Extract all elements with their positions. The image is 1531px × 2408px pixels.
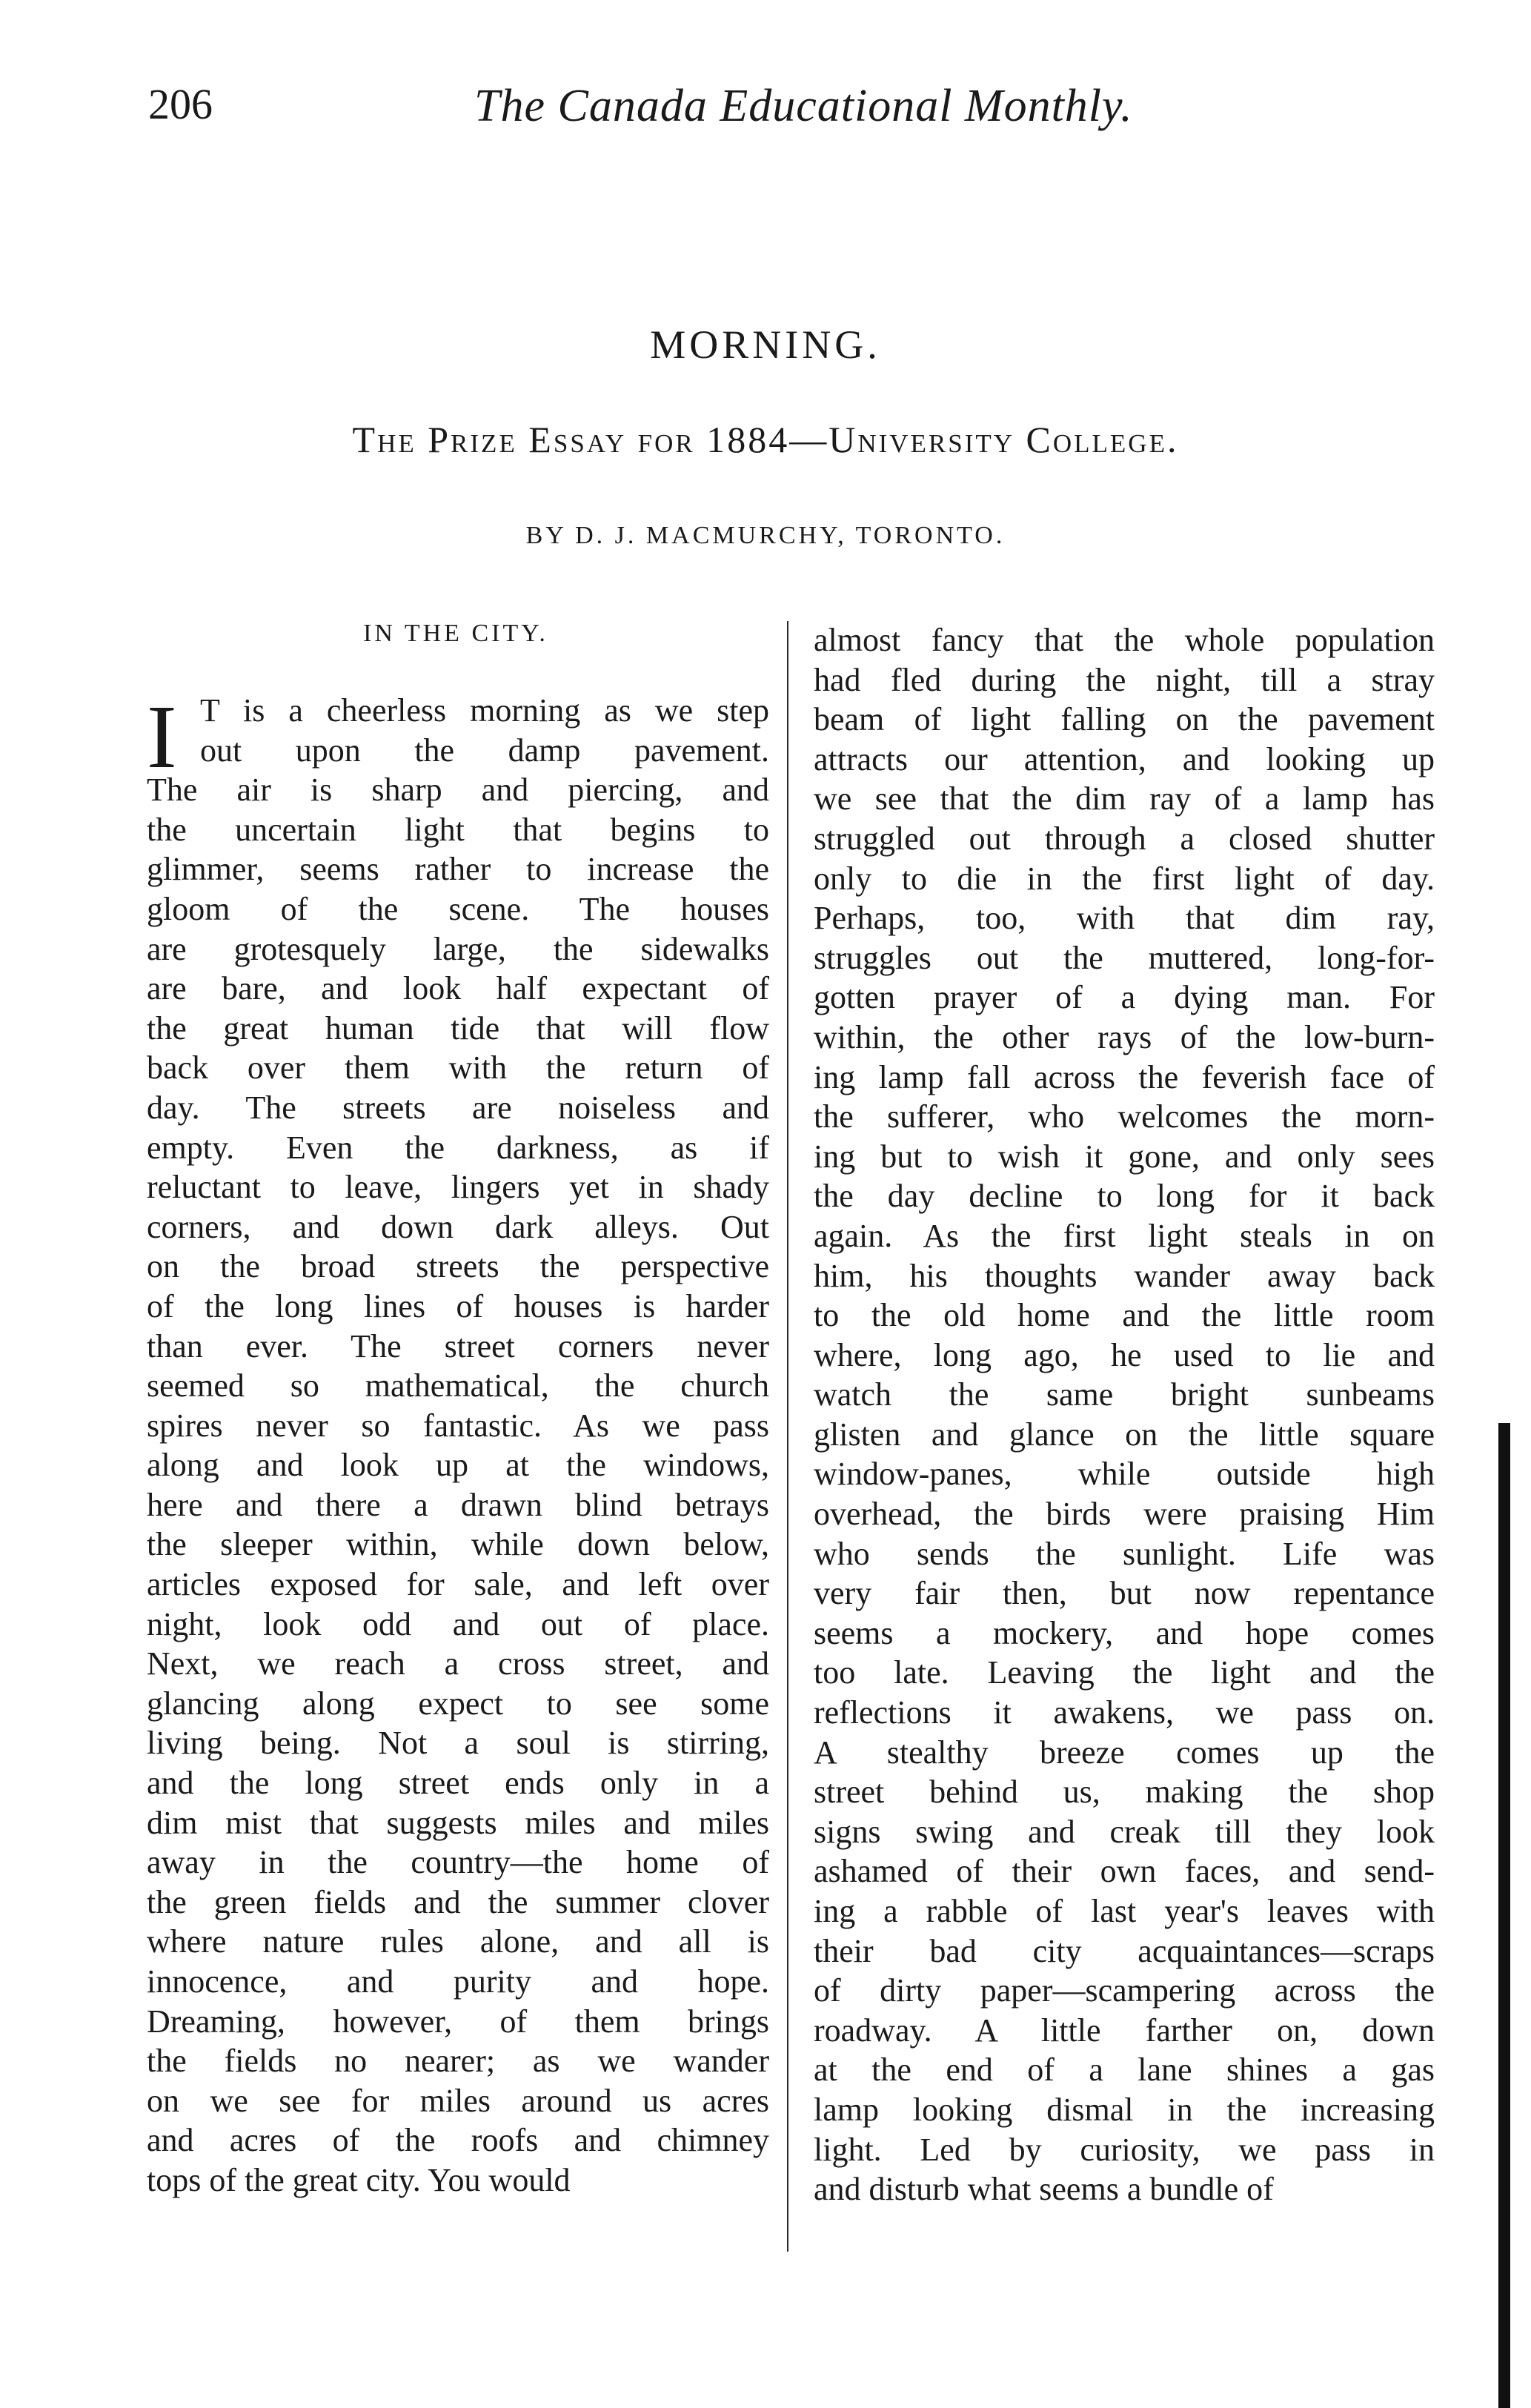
text-line: again. As the first light steals in on — [814, 1217, 1435, 1254]
text-line: than ever. The street corners never — [147, 1327, 769, 1364]
text-line: of dirty paper—scampering across the — [814, 1972, 1435, 2009]
text-line: along and look up at the windows, — [147, 1447, 769, 1484]
text-line: and acres of the roofs and chimney — [147, 2122, 769, 2159]
text-line: window-panes, while outside high — [814, 1456, 1435, 1493]
text-line: watch the same bright sunbeams — [814, 1376, 1435, 1413]
text-line: almost fancy that the whole population — [814, 622, 1435, 658]
text-line: attracts our attention, and looking up — [814, 740, 1435, 777]
text-line: the fields no nearer; as we wander — [147, 2043, 769, 2080]
text-line: at the end of a lane shines a gas — [814, 2052, 1435, 2089]
text-line: The air is sharp and piercing, and — [147, 772, 769, 809]
section-heading: IN THE CITY. — [363, 620, 548, 647]
text-line: roadway. A little farther on, down — [814, 2011, 1435, 2049]
text-line: Dreaming, however, of them brings — [147, 2003, 769, 2040]
article-byline: BY D. J. MACMURCHY, TORONTO. — [525, 522, 1006, 549]
text-line: tops of the great city. You would — [147, 2161, 571, 2198]
text-line: very fair then, but now repentance — [814, 1575, 1435, 1612]
text-line: the day decline to long for it back — [814, 1178, 1435, 1215]
text-line: articles exposed for sale, and left over — [147, 1566, 769, 1603]
text-line: reflections it awakens, we pass on. — [814, 1694, 1435, 1731]
text-line: where, long ago, he used to lie and — [814, 1336, 1435, 1373]
text-line: ing a rabble of last year's leaves with — [814, 1893, 1435, 1929]
text-line: the great human tide that will flow — [147, 1009, 769, 1047]
text-line: seems a mockery, and hope comes — [814, 1614, 1435, 1651]
running-head: The Canada Educational Monthly. — [474, 81, 1133, 131]
text-line: ashamed of their own faces, and send- — [814, 1853, 1435, 1890]
text-line: away in the country—the home of — [147, 1844, 769, 1881]
text-line: night, look odd and out of place. — [147, 1605, 769, 1642]
text-line: the sleeper within, while down below, — [147, 1526, 769, 1563]
text-line: to the old home and the little room — [814, 1297, 1435, 1334]
text-line: are grotesquely large, the sidewalks — [147, 930, 769, 967]
text-line: the sufferer, who welcomes the morn- — [814, 1098, 1435, 1135]
article-title: MORNING. — [650, 322, 881, 367]
text-line: their bad city acquaintances—scraps — [814, 1932, 1435, 1969]
text-line: Perhaps, too, with that dim ray, — [814, 900, 1435, 937]
text-line: glisten and glance on the little square — [814, 1416, 1435, 1453]
text-line: overhead, the birds were praising Him — [814, 1496, 1435, 1533]
text-line: on we see for miles around us acres — [147, 2082, 769, 2119]
text-line: glimmer, seems rather to increase the — [147, 851, 769, 888]
scan-edge-bar — [1498, 1423, 1510, 2408]
text-line: empty. Even the darkness, as if — [147, 1129, 769, 1166]
text-line: glancing along expect to see some — [147, 1685, 769, 1722]
text-line: seemed so mathematical, the church — [147, 1367, 769, 1404]
text-line: light. Led by curiosity, we pass in — [814, 2131, 1435, 2168]
text-line: innocence, and purity and hope. — [147, 1963, 769, 2000]
text-line: signs swing and creak till they look — [814, 1813, 1435, 1850]
text-line: had fled during the night, till a stray — [814, 661, 1435, 698]
text-line: the green fields and the summer clover — [147, 1883, 769, 1920]
text-line: ing but to wish it gone, and only sees — [814, 1138, 1435, 1175]
text-line: struggled out through a closed shutter — [814, 820, 1435, 857]
left-column — [147, 687, 769, 2200]
text-line: of the long lines of houses is harder — [147, 1287, 769, 1324]
text-line: and the long street ends only in a — [147, 1765, 769, 1802]
text-line: ing lamp fall across the feverish face of — [814, 1058, 1435, 1095]
drop-cap: I — [147, 687, 177, 787]
text-line: spires never so fantastic. As we pass — [147, 1407, 769, 1444]
text-line: within, the other rays of the low-burn- — [814, 1018, 1435, 1055]
text-line: the uncertain light that begins to — [147, 811, 769, 848]
text-line: lamp looking dismal in the increasing — [814, 2091, 1435, 2128]
text-line: struggles out the muttered, long-for- — [814, 939, 1435, 976]
text-line: reluctant to leave, lingers yet in shady — [147, 1169, 769, 1206]
page-number: 206 — [148, 80, 213, 128]
text-line: are bare, and look half expectant of — [147, 970, 769, 1007]
text-line: here and there a drawn blind betrays — [147, 1486, 769, 1523]
text-line: and disturb what seems a bundle of — [814, 2171, 1274, 2208]
text-line: we see that the dim ray of a lamp has — [814, 780, 1435, 817]
text-line: living being. Not a soul is stirring, — [147, 1725, 769, 1762]
text-line: who sends the sunlight. Life was — [814, 1535, 1435, 1572]
text-line: Next, we reach a cross street, and — [147, 1645, 769, 1682]
text-line: too late. Leaving the light and the — [814, 1654, 1435, 1691]
text-line: corners, and down dark alleys. Out — [147, 1208, 769, 1245]
text-line: gotten prayer of a dying man. For — [814, 979, 1435, 1016]
text-line: out upon the damp pavement. — [200, 732, 769, 769]
text-line: day. The streets are noiseless and — [147, 1089, 769, 1126]
text-line: gloom of the scene. The houses — [147, 890, 769, 927]
text-line: A stealthy breeze comes up the — [814, 1734, 1435, 1771]
text-line: on the broad streets the perspective — [147, 1248, 769, 1285]
article-subtitle: The Prize Essay for 1884—University College. — [352, 419, 1179, 460]
text-line: back over them with the return of — [147, 1049, 769, 1087]
text-line: where nature rules alone, and all is — [147, 1923, 769, 1960]
text-line: T is a cheerless morning as we step — [200, 692, 769, 729]
text-line: him, his thoughts wander away back — [814, 1257, 1435, 1294]
right-column — [814, 620, 1435, 2209]
text-line: beam of light falling on the pavement — [814, 701, 1435, 738]
text-line: street behind us, making the shop — [814, 1774, 1435, 1811]
column-divider — [787, 621, 788, 2252]
text-line: only to die in the first light of day. — [814, 860, 1435, 897]
text-line: dim mist that suggests miles and miles — [147, 1804, 769, 1841]
